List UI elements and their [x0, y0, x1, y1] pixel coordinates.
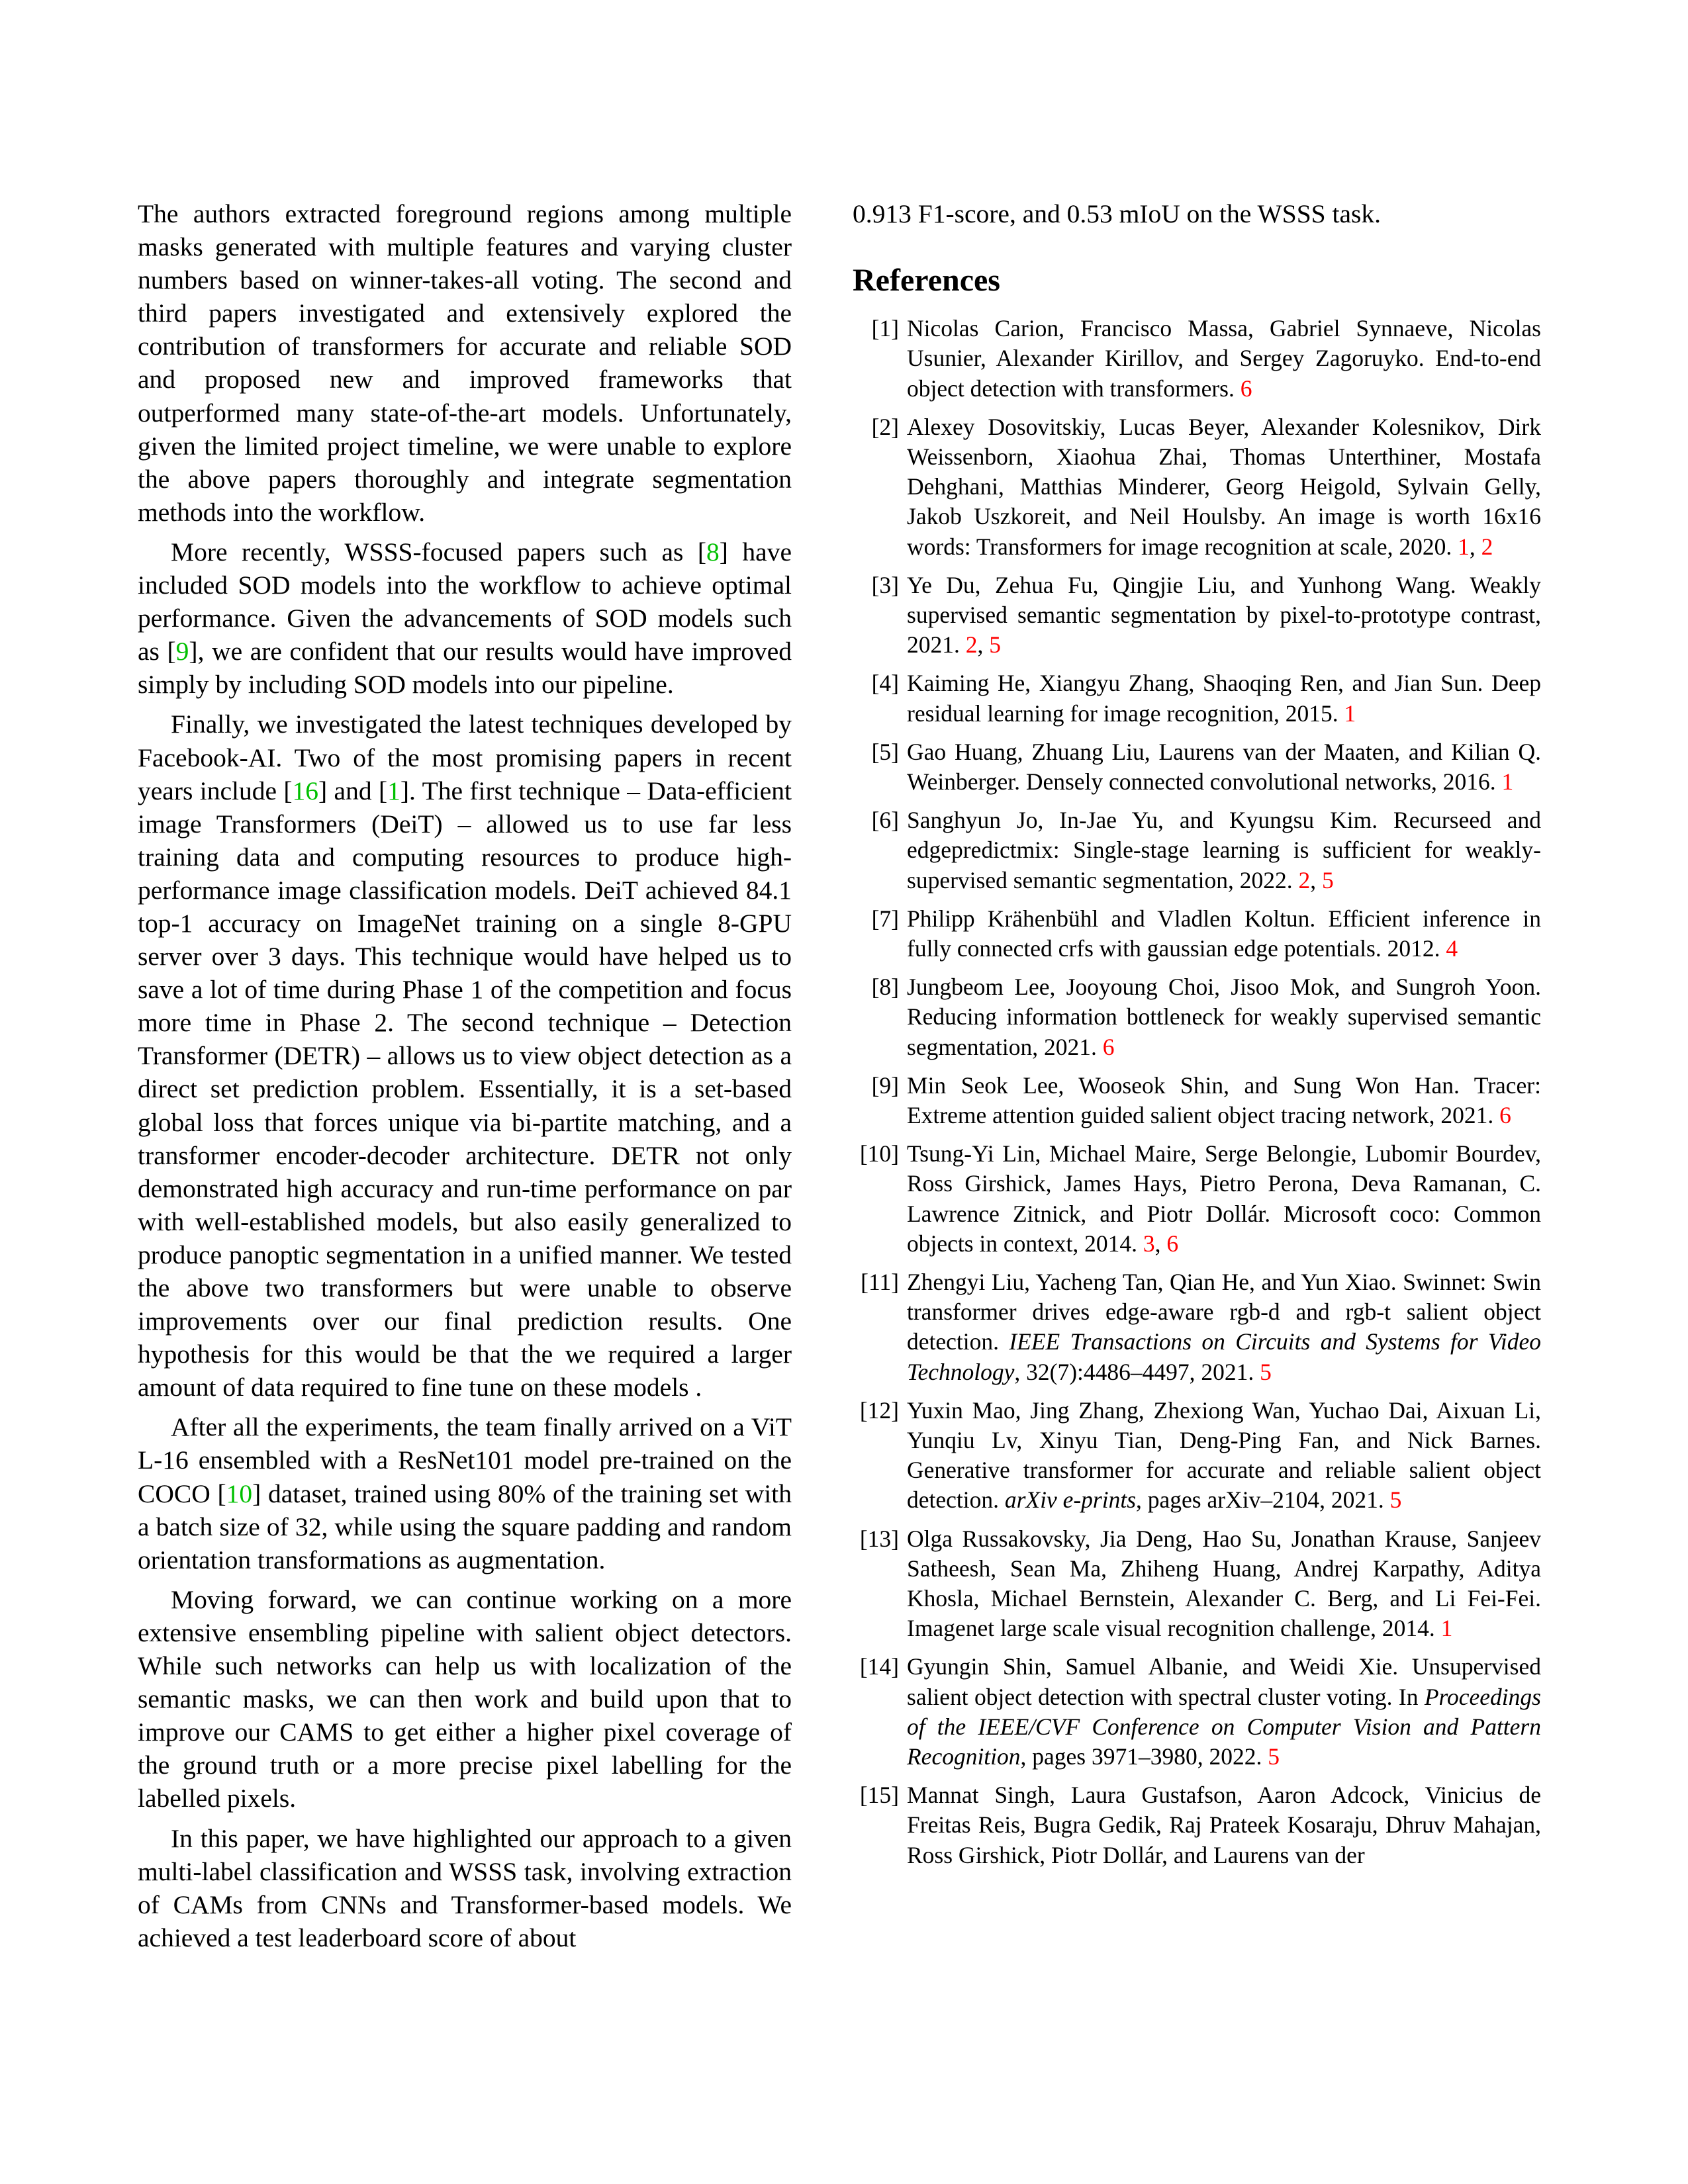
reference-number: [8]	[871, 974, 899, 1001]
body-paragraph	[138, 197, 792, 529]
reference-number: [12]	[859, 1396, 899, 1424]
back-reference-link[interactable]: 1	[1501, 768, 1514, 795]
reference-text: Kaiming He, Xiangyu Zhang, Shaoqing Ren, and Jian Sun. Deep residual learning for image recognition, 2015.	[907, 670, 1541, 727]
paragraph-text: ] and [	[318, 776, 388, 805]
reference-number: [15]	[859, 1782, 899, 1809]
reference-entry	[853, 805, 1541, 895]
references-heading: References	[853, 263, 1000, 298]
reference-entry	[853, 904, 1541, 964]
paragraph-text: The authors extracted foreground regions among multiple masks generated with multiple features and varying cluster numbers based on winner-takes-all voting. The second and third papers investigated and extensively explored the contribution of transformers for accurate and reliable SOD and proposed new and improved frameworks that outperformed many state-of-the-art models. Unfortunately, given the limited project timeline, we were unable to explore the above papers thoroughly and integrate segmentation methods into the workflow.	[138, 199, 792, 527]
reference-text: Zhengyi Liu, Yacheng Tan, Qian He, and Yun Xiao. Swinnet: Swin transformer drives edge-aware rgb-d and rgb-t salient object detection.	[907, 1268, 1541, 1355]
paragraph-text: ] have included SOD models into the workflow to achieve optimal performance. Given the advancements of SOD models such as [	[138, 537, 792, 666]
reference-text: Nicolas Carion, Francisco Massa, Gabriel Synnaeve, Nicolas Usunier, Alexander Kirillov, and Sergey Zagoruyko. End-to-end object detection with transformers.	[907, 315, 1541, 402]
back-reference-link[interactable]: 5	[989, 631, 1001, 659]
citation-link[interactable]: 16	[292, 776, 319, 805]
reference-number: [10]	[859, 1140, 899, 1167]
back-reference-link[interactable]: 6	[1499, 1101, 1511, 1128]
citation-link[interactable]: 8	[706, 537, 720, 567]
body-paragraph	[138, 1410, 792, 1576]
reference-entry	[853, 412, 1541, 562]
reference-number: [7]	[871, 905, 899, 932]
reference-text: Gao Huang, Zhuang Liu, Laurens van der Maaten, and Kilian Q. Weinberger. Densely connected convolutional networks, 2016.	[907, 738, 1541, 795]
left-column	[138, 197, 792, 1961]
continued-paragraph: 0.913 F1-score, and 0.53 mIoU on the WSSS task.	[853, 199, 1382, 228]
back-reference-link[interactable]: 2	[1481, 533, 1493, 560]
back-reference-link[interactable]: 1	[1440, 1615, 1453, 1642]
back-reference-link[interactable]: 6	[1166, 1230, 1179, 1257]
reference-number: [6]	[871, 807, 899, 834]
reference-text: ,	[1310, 866, 1323, 893]
back-reference-link[interactable]: 2	[1298, 866, 1311, 893]
paragraph-text: ]. The first technique – Data-efficient image Transformers (DeiT) – allowed us to use far less training data and computing resources to produce high-performance image classification models. DeiT achieved 84.1 top-1 accuracy on ImageNet training on a single 8-GPU server over 3 days. This technique would have helped us to save a lot of time during Phase 1 of the competition and focus more time in Phase 2. The second technique – Detection Transformer (DETR) – allows us to view object detection as a direct set prediction problem. Essentially, it is a set-based global loss that forces unique via bi-partite matching, and a transformer encoder-decoder architecture. DETR not only demonstrated high accuracy and run-time performance on par with well-established models, but also easily generalized to produce panoptic segmentation in a unified manner. We tested the above two transformers but were unable to observe improvements over our final prediction results. One hypothesis for this would be that the we required a larger amount of data required to fine tune on these models .	[138, 776, 792, 1402]
reference-text: ,	[1154, 1230, 1167, 1257]
body-paragraph	[138, 1822, 792, 1954]
reference-number: [3]	[871, 571, 899, 598]
reference-entry	[853, 1652, 1541, 1772]
reference-number: [13]	[859, 1525, 899, 1552]
reference-entry	[853, 314, 1541, 404]
body-paragraph	[138, 535, 792, 701]
reference-number: [4]	[871, 670, 899, 697]
body-paragraph	[138, 1583, 792, 1815]
paragraph-text: ], we are confident that our results would have improved simply by including SOD models into our pipeline.	[138, 637, 792, 700]
reference-text: Olga Russakovsky, Jia Deng, Hao Su, Jonathan Krause, Sanjeev Satheesh, Sean Ma, Zhiheng Huang, Andrej Karpathy, Aditya Khosla, Michael Bernstein, Alexander C. Berg, and Li Fei-Fei. Imagenet large scale visual recognition challenge, 2014.	[907, 1525, 1541, 1642]
reference-number: [9]	[871, 1071, 899, 1099]
reference-text: Yuxin Mao, Jing Zhang, Zhexiong Wan, Yuchao Dai, Aixuan Li, Yunqiu Lv, Xinyu Tian, Deng-Ping Fan, and Nick Barnes. Generative transformer for accurate and reliable salient object detection.	[907, 1396, 1541, 1514]
reference-entry	[853, 1780, 1541, 1870]
reference-text: ,	[1469, 533, 1481, 560]
reference-number: [14]	[859, 1653, 899, 1680]
body-paragraph	[138, 707, 792, 1404]
reference-number: [5]	[871, 738, 899, 765]
back-reference-link[interactable]: 6	[1240, 375, 1252, 402]
paragraph-text: ] dataset, trained using 80% of the training set with a batch size of 32, while using the square padding and random orientation transformations as augmentation.	[138, 1479, 792, 1574]
reference-text: Tsung-Yi Lin, Michael Maire, Serge Belongie, Lubomir Bourdev, Ross Girshick, James Hays, Pietro Perona, Deva Ramanan, C. Lawrence Zitnick, and Piotr Dollár. Microsoft coco: Common objects in context, 2014.	[907, 1140, 1541, 1257]
reference-entry	[853, 1267, 1541, 1387]
back-reference-link[interactable]: 1	[1458, 533, 1470, 560]
reference-entry	[853, 737, 1541, 797]
reference-text: Alexey Dosovitskiy, Lucas Beyer, Alexander Kolesnikov, Dirk Weissenborn, Xiaohua Zhai, Thomas Unterthiner, Mostafa Dehghani, Matthias Minderer, Georg Heigold, Sylvain Gelly, Jakob Uszkoreit, and Neil Houlsby. An image is worth 16x16 words: Transformers for image recognition at scale, 2020.	[907, 413, 1541, 560]
paragraph-text: After all the experiments, the team finally arrived on a ViT L-16 ensembled with a ResNet101 model pre-trained on the COCO [	[138, 1412, 792, 1508]
reference-entry	[853, 1139, 1541, 1259]
reference-number: [1]	[871, 315, 899, 342]
paragraph-text: More recently, WSSS-focused papers such as [	[171, 537, 707, 567]
reference-entry	[853, 972, 1541, 1062]
reference-entry	[853, 1396, 1541, 1516]
reference-text: , pages arXiv–2104, 2021.	[1136, 1486, 1390, 1514]
paragraph-text: Moving forward, we can continue working on a more extensive ensembling pipeline with salient object detectors. While such networks can help us with localization of the semantic masks, we can then work and build upon that to improve our CAMS to get either a higher pixel coverage of the ground truth or a more precise pixel labelling for the labelled pixels.	[138, 1584, 792, 1813]
back-reference-link[interactable]: 4	[1446, 934, 1458, 962]
back-reference-link[interactable]: 6	[1102, 1033, 1115, 1060]
citation-link[interactable]: 10	[226, 1479, 253, 1508]
back-reference-link[interactable]: 1	[1344, 700, 1356, 727]
reference-number: [2]	[871, 413, 899, 440]
reference-text: , 32(7):4486–4497, 2021.	[1014, 1358, 1260, 1385]
reference-text: Sanghyun Jo, In-Jae Yu, and Kyungsu Kim. Recurseed and edgepredictmix: Single-stage learning is sufficient for weakly-supervised semantic segmentation, 2022.	[907, 807, 1541, 893]
back-reference-link[interactable]: 5	[1322, 866, 1334, 893]
back-reference-link[interactable]: 3	[1143, 1230, 1155, 1257]
venue-title: IEEE Transactions on Circuits and Systems for Video Technology	[907, 1328, 1541, 1385]
reference-text: Ye Du, Zehua Fu, Qingjie Liu, and Yunhong Wang. Weakly supervised semantic segmentation by pixel-to-prototype contrast, 2021.	[907, 571, 1541, 659]
paragraph-text: Finally, we investigated the latest techniques developed by Facebook-AI. Two of the most promising papers in recent years include [	[138, 709, 792, 805]
reference-entry	[853, 1524, 1541, 1644]
reference-list	[853, 314, 1541, 1870]
venue-title: arXiv e-prints	[1004, 1486, 1137, 1514]
reference-text: , pages 3971–3980, 2022.	[1020, 1743, 1268, 1770]
right-column	[853, 197, 1541, 1879]
reference-number: [11]	[861, 1268, 899, 1295]
back-reference-link[interactable]: 5	[1389, 1486, 1402, 1514]
reference-entry	[853, 668, 1541, 728]
reference-text: ,	[977, 631, 990, 659]
back-reference-link[interactable]: 2	[965, 631, 978, 659]
paragraph-text: In this paper, we have highlighted our approach to a given multi-label classification and WSSS task, involving extraction of CAMs from CNNs and Transformer-based models. We achieved a test leaderboard score of about	[138, 1823, 792, 1952]
back-reference-link[interactable]: 5	[1268, 1743, 1280, 1770]
venue-title: Proceedings of the IEEE/CVF Conference on Computer Vision and Pattern Recognition	[907, 1683, 1541, 1770]
reference-entry	[853, 1071, 1541, 1130]
reference-entry	[853, 570, 1541, 660]
reference-text: Jungbeom Lee, Jooyoung Choi, Jisoo Mok, and Sungroh Yoon. Reducing information bottleneck for weakly supervised semantic segmentation, 2021.	[907, 974, 1541, 1060]
citation-link[interactable]: 1	[387, 776, 400, 805]
reference-text: Min Seok Lee, Wooseok Shin, and Sung Won Han. Tracer: Extreme attention guided salient object tracing network, 2021.	[907, 1071, 1541, 1128]
reference-text: Mannat Singh, Laura Gustafson, Aaron Adcock, Vinicius de Freitas Reis, Bugra Gedik, Raj Prateek Kosaraju, Dhruv Mahajan, Ross Girshick, Piotr Dollár, and Laurens van der	[907, 1782, 1541, 1868]
back-reference-link[interactable]: 5	[1260, 1358, 1272, 1385]
reference-text: Gyungin Shin, Samuel Albanie, and Weidi Xie. Unsupervised salient object detection with spectral cluster voting. In	[907, 1653, 1541, 1710]
reference-text: Philipp Krähenbühl and Vladlen Koltun. Efficient inference in fully connected crfs with gaussian edge potentials. 2012.	[907, 905, 1541, 962]
citation-link[interactable]: 9	[175, 637, 189, 666]
